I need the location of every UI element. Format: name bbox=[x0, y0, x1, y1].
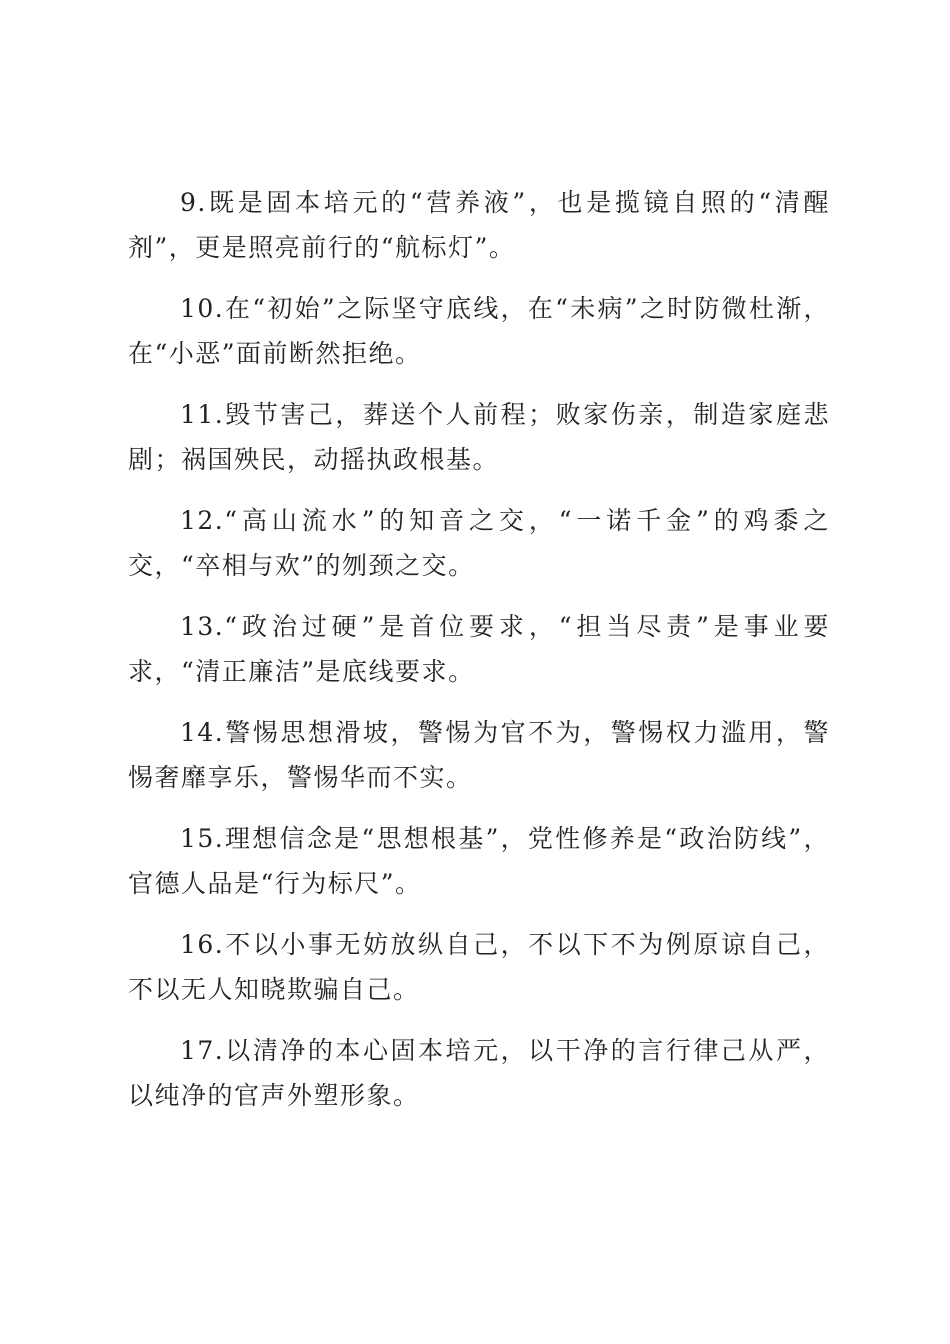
paragraph-9: 9.既是固本培元的“营养液”，也是揽镜自照的“清醒剂”，更是照亮前行的“航标灯”。 bbox=[128, 188, 830, 262]
paragraph-11: 11.毁节害己，葬送个人前程；败家伤亲，制造家庭悲剧；祸国殃民，动摇执政根基。 bbox=[128, 400, 830, 474]
paragraph-12: 12.“高山流水”的知音之交，“一诺千金”的鸡黍之交，“卒相与欢”的刎颈之交。 bbox=[128, 506, 830, 580]
paragraph-17: 17.以清净的本心固本培元，以干净的言行律己从严，以纯净的官声外塑形象。 bbox=[128, 1036, 830, 1110]
paragraph-14: 14.警惕思想滑坡，警惕为官不为，警惕权力滥用，警惕奢靡享乐，警惕华而不实。 bbox=[128, 718, 830, 792]
paragraph-10: 10.在“初始”之际坚守底线，在“未病”之时防微杜渐，在“小恶”面前断然拒绝。 bbox=[128, 294, 830, 368]
paragraph-16: 16.不以小事无妨放纵自己，不以下不为例原谅自己，不以无人知晓欺骗自己。 bbox=[128, 930, 830, 1004]
document-body bbox=[128, 180, 830, 1134]
paragraph-13: 13.“政治过硬”是首位要求，“担当尽责”是事业要求，“清正廉洁”是底线要求。 bbox=[128, 612, 830, 686]
paragraph-15: 15.理想信念是“思想根基”，党性修养是“政治防线”，官德人品是“行为标尺”。 bbox=[128, 824, 830, 898]
